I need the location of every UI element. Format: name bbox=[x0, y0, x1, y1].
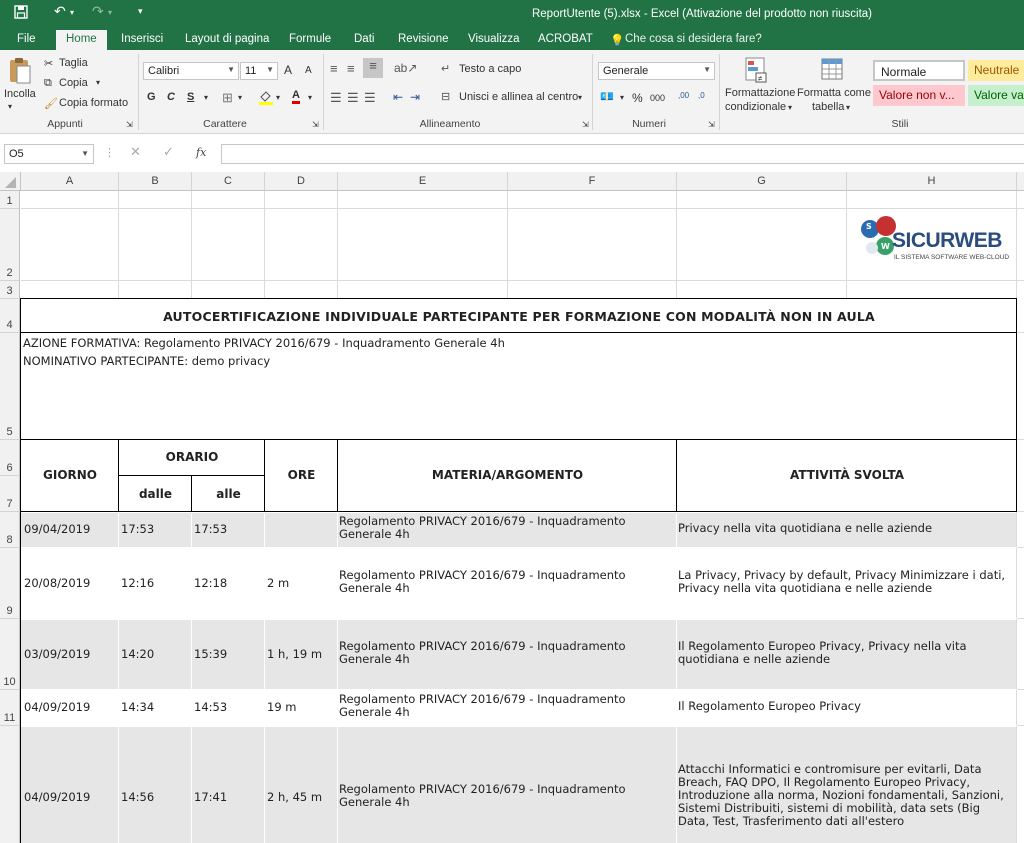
row-number: 11 bbox=[3, 712, 16, 724]
gridline bbox=[1017, 618, 1024, 619]
row-number: 1 bbox=[6, 195, 13, 207]
cut-button[interactable]: Taglia bbox=[59, 57, 88, 69]
paste-dropdown-icon[interactable]: ▾ bbox=[8, 102, 13, 111]
tab-view[interactable]: Visualizza bbox=[468, 33, 520, 45]
group-separator bbox=[719, 54, 720, 130]
border-line bbox=[20, 298, 1017, 299]
row-separator bbox=[21, 618, 1017, 619]
entry-day: 09/04/2019 bbox=[24, 522, 91, 536]
entry-to: 17:41 bbox=[194, 790, 228, 804]
percent-button[interactable]: % bbox=[632, 91, 643, 105]
clipboard-group-label: Appunti bbox=[47, 118, 83, 130]
entry-subject: Regolamento PRIVACY 2016/679 - Inquadramento Generale 4h bbox=[339, 568, 626, 595]
row-header-1[interactable] bbox=[0, 191, 20, 209]
enter-icon[interactable]: ✓ bbox=[163, 145, 174, 160]
font-size-value: 11 bbox=[245, 65, 257, 77]
row-header-12[interactable] bbox=[0, 726, 20, 843]
italic-button[interactable]: C bbox=[167, 91, 175, 103]
column-header-e[interactable]: E bbox=[338, 172, 508, 191]
border-line bbox=[191, 475, 192, 512]
customize-qat-icon[interactable]: ▾ bbox=[138, 7, 143, 17]
border-line bbox=[20, 439, 1017, 440]
column-header-f[interactable]: F bbox=[508, 172, 677, 191]
border-line bbox=[264, 439, 265, 512]
gridline bbox=[1016, 191, 1017, 843]
underline-button[interactable]: S bbox=[187, 91, 195, 103]
entry-hours: 2 m bbox=[267, 576, 290, 590]
row-number: 9 bbox=[6, 605, 13, 617]
entry-subject: Regolamento PRIVACY 2016/679 - Inquadramento Generale 4h bbox=[339, 782, 626, 809]
conditional-formatting-icon[interactable] bbox=[744, 56, 768, 87]
shrink-font-button[interactable]: A bbox=[305, 65, 312, 76]
font-color-dropdown-icon[interactable]: ▾ bbox=[308, 93, 313, 102]
paste-button[interactable]: Incolla bbox=[4, 88, 36, 100]
entry-to: 12:18 bbox=[194, 576, 228, 590]
row-number: 4 bbox=[6, 319, 13, 331]
bold-button[interactable]: G bbox=[147, 91, 156, 103]
format-as-table-button[interactable]: Formatta come bbox=[797, 87, 871, 99]
redo-icon[interactable]: ↷ bbox=[92, 4, 104, 20]
undo-dropdown-icon[interactable]: ▾ bbox=[70, 8, 75, 17]
decrease-decimal-button[interactable]: ,0 bbox=[698, 91, 705, 100]
row-header-3[interactable] bbox=[0, 281, 20, 299]
entry-day: 20/08/2019 bbox=[24, 576, 91, 590]
currency-icon[interactable]: 💶 bbox=[600, 91, 614, 103]
row-header-9[interactable] bbox=[0, 548, 20, 619]
group-separator bbox=[138, 54, 139, 130]
font-name-combo[interactable] bbox=[143, 62, 239, 80]
alignment-launcher-icon[interactable]: ⇲ bbox=[582, 120, 589, 129]
logo-w-letter: W bbox=[881, 242, 890, 251]
window-title: ReportUtente (5).xlsx - Excel (Attivazione del prodotto non riuscita) bbox=[531, 8, 873, 20]
entry-from: 14:56 bbox=[121, 790, 155, 804]
align-left-icon[interactable]: ☰ bbox=[330, 90, 342, 105]
entry-activity: Privacy nella vita quotidiana e nelle aziende bbox=[678, 521, 933, 535]
border-line bbox=[20, 332, 1017, 333]
style-bad[interactable]: Valore non v... bbox=[873, 85, 965, 106]
row-header-6[interactable] bbox=[0, 440, 20, 476]
entry-activity: La Privacy, Privacy by default, Privacy Minimizzare i dati, Privacy nella vita quotidiana e nelle aziende bbox=[678, 568, 1006, 595]
row-number: 3 bbox=[6, 285, 13, 297]
formula-bar bbox=[0, 134, 1024, 172]
gridline bbox=[1017, 547, 1024, 548]
row-number: 6 bbox=[6, 462, 13, 474]
thousands-button[interactable]: 000 bbox=[650, 93, 666, 103]
header-from: dalle bbox=[138, 487, 173, 501]
border-line bbox=[1016, 298, 1017, 512]
entry-to: 14:53 bbox=[194, 700, 228, 714]
gridline bbox=[1017, 689, 1024, 690]
chevron-down-icon: ▼ bbox=[703, 65, 711, 74]
cancel-icon[interactable]: ✕ bbox=[130, 145, 141, 160]
table-dropdown-icon[interactable]: ▾ bbox=[846, 103, 851, 112]
name-box-value: O5 bbox=[9, 148, 24, 160]
entry-subject: Regolamento PRIVACY 2016/679 - Inquadramento Generale 4h bbox=[339, 692, 626, 719]
tab-formulas[interactable]: Formule bbox=[289, 33, 332, 45]
number-group-label: Numeri bbox=[632, 118, 666, 130]
logo-text: SICURWEB bbox=[892, 229, 1002, 252]
svg-text:≠: ≠ bbox=[758, 74, 763, 83]
column-header-h[interactable]: H bbox=[847, 172, 1017, 191]
chevron-down-icon: ▼ bbox=[227, 65, 235, 74]
row-number: 2 bbox=[6, 267, 13, 279]
column-header-i[interactable] bbox=[1017, 172, 1024, 191]
column-separator bbox=[337, 512, 338, 843]
chevron-down-icon: ▼ bbox=[81, 149, 89, 158]
row-separator bbox=[21, 725, 1017, 726]
gridline bbox=[1017, 511, 1024, 512]
style-normal[interactable]: Normale bbox=[873, 60, 965, 81]
format-as-table-icon[interactable] bbox=[820, 56, 846, 87]
border-line bbox=[337, 439, 338, 512]
font-color-button[interactable]: A bbox=[292, 89, 300, 104]
entry-subject: Regolamento PRIVACY 2016/679 - Inquadramento Generale 4h bbox=[339, 639, 626, 666]
tab-file[interactable]: File bbox=[17, 33, 36, 45]
title-bar bbox=[0, 0, 1024, 30]
format-as-table-button-line2[interactable]: tabella bbox=[812, 101, 845, 113]
fill-dropdown-icon[interactable]: ▾ bbox=[276, 93, 281, 102]
entry-hours: 19 m bbox=[267, 700, 297, 714]
tell-me-input[interactable]: Che cosa si desidera fare? bbox=[625, 33, 762, 45]
conditional-formatting-button[interactable]: Formattazione bbox=[725, 87, 796, 99]
borders-dropdown-icon[interactable]: ▾ bbox=[238, 93, 243, 102]
tab-acrobat[interactable]: ACROBAT bbox=[538, 33, 593, 45]
insert-function-button[interactable]: fx bbox=[196, 146, 207, 159]
gridline bbox=[1017, 725, 1024, 726]
header-to: alle bbox=[216, 487, 241, 501]
column-header-c[interactable]: C bbox=[192, 172, 265, 191]
underline-dropdown-icon[interactable]: ▾ bbox=[204, 93, 209, 102]
gridline bbox=[21, 208, 1024, 209]
participant-name: NOMINATIVO PARTECIPANTE: demo privacy bbox=[23, 354, 271, 368]
align-right-icon[interactable]: ☰ bbox=[364, 90, 376, 105]
wrap-text-button[interactable]: Testo a capo bbox=[459, 63, 522, 75]
fill-color-icon[interactable] bbox=[258, 89, 274, 108]
group-separator bbox=[323, 54, 324, 130]
align-top-icon[interactable]: ≡ bbox=[330, 61, 338, 76]
conditional-dropdown-icon[interactable]: ▾ bbox=[788, 103, 793, 112]
tab-home[interactable]: Home bbox=[56, 30, 107, 51]
row-header-8[interactable] bbox=[0, 512, 20, 548]
entry-day: 03/09/2019 bbox=[24, 647, 91, 661]
entry-to: 15:39 bbox=[194, 647, 228, 661]
wrap-text-icon[interactable]: ↵ bbox=[441, 63, 451, 75]
column-header-d[interactable]: D bbox=[265, 172, 338, 191]
merge-icon[interactable]: ⊟ bbox=[441, 91, 451, 103]
column-separator bbox=[118, 512, 119, 843]
paste-icon[interactable] bbox=[8, 56, 32, 89]
border-line bbox=[20, 511, 1017, 512]
ribbon-tabs bbox=[0, 30, 1024, 50]
entry-day: 04/09/2019 bbox=[24, 790, 91, 804]
format-painter-icon[interactable]: 🖌 bbox=[44, 98, 58, 110]
formula-input[interactable] bbox=[221, 144, 1024, 164]
entry-activity: Attacchi Informatici e contromisure per evitarli, Data Breach, FAQ DPO, Il Regolamento Europeo Privacy, Introduzione alla norma, Nozioni fondamentali, Sanzioni, Sistemi Distribuiti, sistemi di mobilità, data sets (Big Data, Test, Trasferimento dati all'estero bbox=[678, 762, 1004, 828]
column-header-a[interactable]: A bbox=[21, 172, 119, 191]
row-header-5[interactable] bbox=[0, 333, 20, 440]
cut-icon[interactable]: ✂ bbox=[44, 58, 54, 70]
number-launcher-icon[interactable]: ⇲ bbox=[708, 120, 715, 129]
row-header-10[interactable] bbox=[0, 619, 20, 690]
number-format-value: Generale bbox=[603, 65, 649, 77]
alignment-group-label: Allineamento bbox=[419, 118, 481, 130]
name-box[interactable] bbox=[4, 144, 94, 164]
entry-from: 17:53 bbox=[121, 522, 155, 536]
copy-dropdown-icon[interactable]: ▾ bbox=[96, 78, 101, 87]
entry-hours: 1 h, 19 m bbox=[267, 647, 323, 661]
row-header-4[interactable] bbox=[0, 299, 20, 333]
header-day: GIORNO bbox=[43, 468, 97, 482]
row-separator bbox=[21, 689, 1017, 690]
increase-decimal-button[interactable]: ,00 bbox=[678, 91, 690, 100]
merge-dropdown-icon[interactable]: ▾ bbox=[578, 93, 583, 102]
row-number: 10 bbox=[3, 676, 16, 688]
header-hours: ORE bbox=[287, 468, 316, 482]
gridline bbox=[1017, 439, 1024, 440]
copy-icon[interactable]: ⧉ bbox=[44, 77, 52, 89]
logo-s-letter: S bbox=[866, 222, 872, 231]
merge-center-button[interactable]: Unisci e allinea al centro bbox=[459, 91, 579, 103]
entry-from: 14:34 bbox=[121, 700, 155, 714]
align-bottom-icon[interactable]: ≡ bbox=[363, 58, 383, 78]
row-header-7[interactable] bbox=[0, 476, 20, 512]
entry-day: 04/09/2019 bbox=[24, 700, 91, 714]
gridline bbox=[21, 280, 1024, 281]
column-separator bbox=[264, 512, 265, 843]
report-title: AUTOCERTIFICAZIONE INDIVIDUALE PARTECIPANTE PER FORMAZIONE CON MODALITÀ NON IN AULA bbox=[163, 309, 875, 324]
chevron-down-icon: ▼ bbox=[266, 65, 274, 74]
currency-dropdown-icon[interactable]: ▾ bbox=[620, 93, 625, 102]
border-line bbox=[119, 475, 265, 476]
style-good[interactable]: Valore va bbox=[968, 85, 1024, 106]
logo-tagline: IL SISTEMA SOFTWARE WEB-CLOUD bbox=[894, 254, 1010, 261]
tab-insert[interactable]: Inserisci bbox=[121, 33, 164, 45]
format-painter-button[interactable]: Copia formato bbox=[59, 97, 129, 109]
redo-dropdown-icon[interactable]: ▾ bbox=[108, 8, 113, 17]
tab-review[interactable]: Revisione bbox=[398, 33, 449, 45]
font-launcher-icon[interactable]: ⇲ bbox=[312, 120, 319, 129]
lightbulb-icon: 💡 bbox=[610, 35, 625, 47]
column-header-g[interactable]: G bbox=[677, 172, 847, 191]
orientation-icon[interactable]: ab↗ bbox=[394, 61, 418, 75]
align-middle-icon[interactable]: ≡ bbox=[347, 61, 355, 76]
column-separator bbox=[676, 512, 677, 843]
row-separator bbox=[21, 547, 1017, 548]
increase-indent-icon[interactable]: ⇥ bbox=[410, 90, 421, 104]
border-line bbox=[118, 439, 119, 512]
font-size-combo[interactable] bbox=[240, 62, 278, 80]
entry-from: 14:20 bbox=[121, 647, 155, 661]
entry-activity: Il Regolamento Europeo Privacy bbox=[678, 699, 861, 713]
clipboard-launcher-icon[interactable]: ⇲ bbox=[126, 120, 133, 129]
number-format-combo[interactable] bbox=[598, 62, 715, 80]
font-group-label: Carattere bbox=[203, 118, 247, 130]
row-number: 7 bbox=[6, 498, 13, 510]
borders-icon[interactable]: ⊞ bbox=[222, 90, 233, 105]
header-time: ORARIO bbox=[165, 450, 219, 464]
conditional-formatting-button-line2[interactable]: condizionale bbox=[725, 101, 787, 113]
row-header-2[interactable] bbox=[0, 209, 20, 281]
entry-activity: Il Regolamento Europeo Privacy, Privacy nella vita quotidiana e nelle aziende bbox=[678, 639, 967, 666]
border-line bbox=[20, 298, 21, 843]
ribbon-home bbox=[0, 50, 1024, 134]
gridline bbox=[1017, 332, 1024, 333]
decrease-indent-icon[interactable]: ⇤ bbox=[393, 90, 404, 104]
copy-button[interactable]: Copia bbox=[59, 77, 88, 89]
entry-subject: Regolamento PRIVACY 2016/679 - Inquadramento Generale 4h bbox=[339, 514, 626, 541]
more-icon: ⋮ bbox=[104, 146, 115, 159]
column-separator bbox=[191, 512, 192, 843]
entry-to: 17:53 bbox=[194, 522, 228, 536]
row-number: 5 bbox=[6, 426, 13, 438]
border-line bbox=[676, 439, 677, 512]
entry-from: 12:16 bbox=[121, 576, 155, 590]
header-activity: ATTIVITÀ SVOLTA bbox=[789, 468, 905, 482]
grow-font-button[interactable]: A bbox=[284, 63, 293, 77]
font-name-value: Calibri bbox=[148, 65, 180, 77]
sicurweb-logo bbox=[858, 215, 1008, 275]
row-number: 8 bbox=[6, 534, 13, 546]
tab-page-layout[interactable]: Layout di pagina bbox=[185, 33, 270, 45]
training-action: AZIONE FORMATIVA: Regolamento PRIVACY 2016/679 - Inquadramento Generale 4h bbox=[23, 336, 505, 350]
row-header-11[interactable] bbox=[0, 690, 20, 726]
select-all-button[interactable] bbox=[0, 172, 21, 191]
styles-group-label: Stili bbox=[891, 118, 909, 130]
group-separator bbox=[592, 54, 593, 130]
header-subject: MATERIA/ARGOMENTO bbox=[431, 468, 584, 482]
entry-hours: 2 h, 45 m bbox=[267, 790, 323, 804]
style-neutral[interactable]: Neutrale bbox=[968, 60, 1024, 81]
worksheet-grid[interactable] bbox=[0, 172, 1024, 843]
undo-icon[interactable]: ↶ bbox=[54, 4, 66, 20]
tab-data[interactable]: Dati bbox=[354, 33, 375, 45]
align-center-icon[interactable]: ☰ bbox=[347, 90, 359, 105]
column-header-b[interactable]: B bbox=[119, 172, 192, 191]
